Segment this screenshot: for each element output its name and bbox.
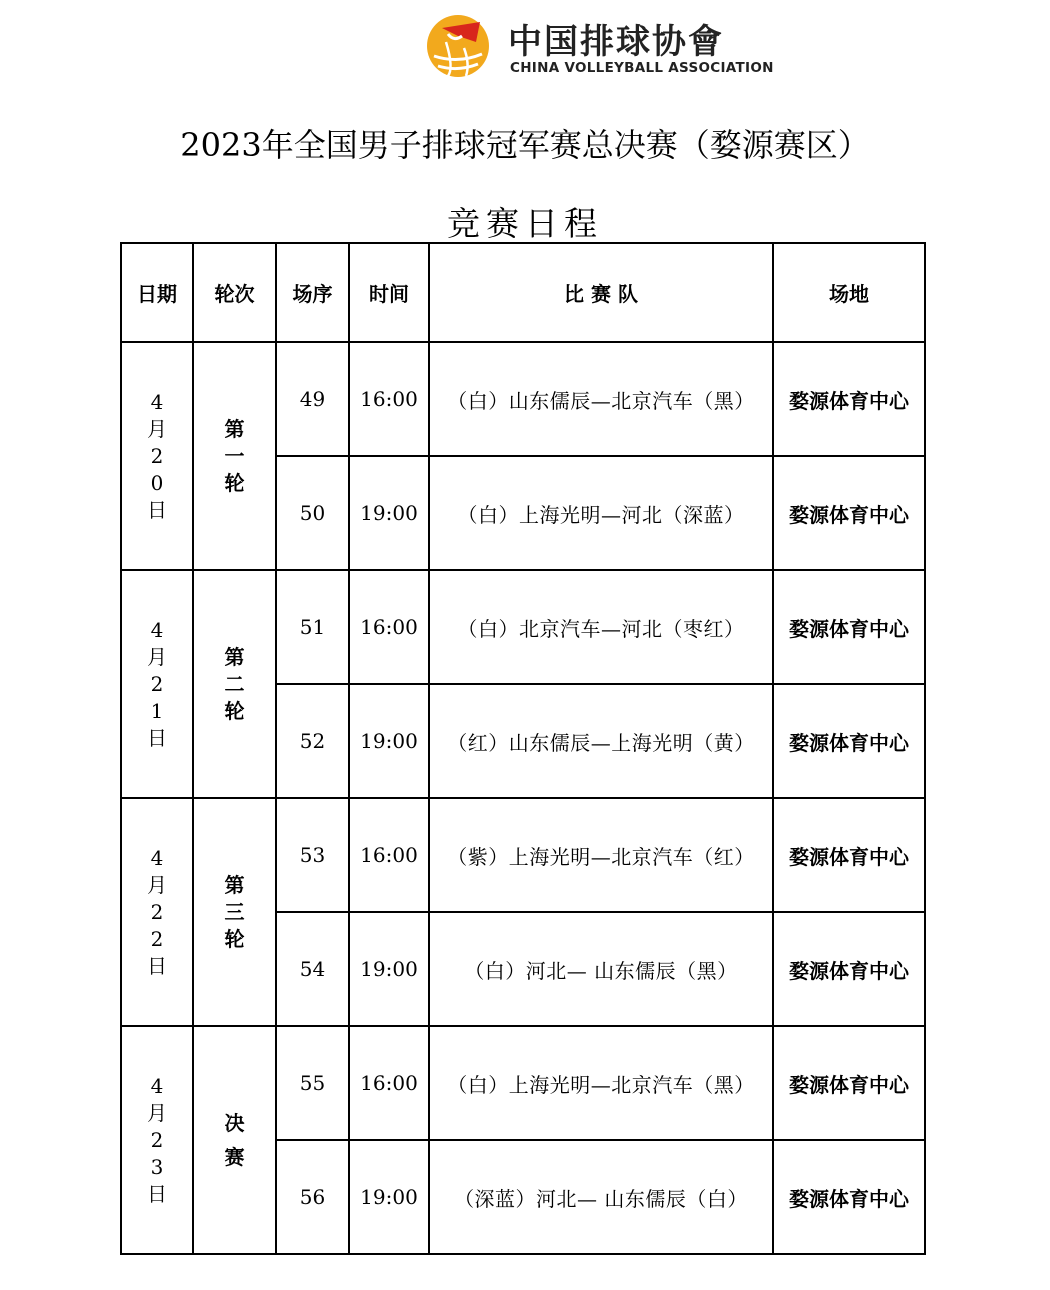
table-row: [121, 798, 925, 912]
match-time: 16:00: [349, 570, 429, 684]
match-no: 49: [276, 342, 349, 456]
header-venue: 场地: [773, 243, 925, 342]
cva-logo: [424, 8, 774, 82]
date-cell: [121, 342, 193, 570]
match-time: 16:00: [349, 342, 429, 456]
table-row: [121, 342, 925, 456]
date-cell: [121, 570, 193, 798]
match-venue: 婺源体育中心: [773, 456, 925, 570]
logo-english-name: CHINA VOLLEYBALL ASSOCIATION: [510, 60, 774, 76]
date-label: 4月22日: [147, 845, 167, 978]
match-teams: （紫）上海光明—北京汽车（红）: [429, 798, 773, 912]
date-label: 4月20日: [147, 389, 167, 522]
match-no: 53: [276, 798, 349, 912]
match-no: 56: [276, 1140, 349, 1254]
match-no: 50: [276, 456, 349, 570]
match-venue: 婺源体育中心: [773, 342, 925, 456]
match-venue: 婺源体育中心: [773, 684, 925, 798]
logo-chinese-name: 中国排球协會: [508, 22, 724, 62]
match-teams: （白）河北— 山东儒辰（黑）: [429, 912, 773, 1026]
date-label: 4月21日: [147, 617, 167, 750]
match-teams: （白）上海光明—河北（深蓝）: [429, 456, 773, 570]
round-label: 第二轮: [224, 644, 245, 723]
match-teams: （白）北京汽车—河北（枣红）: [429, 570, 773, 684]
match-time: 19:00: [349, 912, 429, 1026]
table-row: [121, 570, 925, 684]
match-time: 19:00: [349, 1140, 429, 1254]
match-venue: 婺源体育中心: [773, 1026, 925, 1140]
match-teams: （白）上海光明—北京汽车（黑）: [429, 1026, 773, 1140]
header-date: 日期: [121, 243, 193, 342]
match-venue: 婺源体育中心: [773, 798, 925, 912]
match-no: 51: [276, 570, 349, 684]
match-venue: 婺源体育中心: [773, 912, 925, 1026]
match-time: 19:00: [349, 684, 429, 798]
match-no: 54: [276, 912, 349, 1026]
round-cell: [193, 570, 276, 798]
schedule-table: [120, 242, 926, 1255]
match-venue: 婺源体育中心: [773, 1140, 925, 1254]
match-time: 16:00: [349, 1026, 429, 1140]
match-no: 52: [276, 684, 349, 798]
round-label: 第三轮: [224, 872, 245, 951]
date-cell: [121, 798, 193, 1026]
round-cell: [193, 342, 276, 570]
match-teams: （白）山东儒辰—北京汽车（黑）: [429, 342, 773, 456]
header-round: 轮次: [193, 243, 276, 342]
header-time: 时间: [349, 243, 429, 342]
date-cell: [121, 1026, 193, 1254]
match-no: 55: [276, 1026, 349, 1140]
match-teams: （红）山东儒辰—上海光明（黄）: [429, 684, 773, 798]
page-title: 2023年全国男子排球冠军赛总决赛（婺源赛区）: [180, 126, 870, 164]
table-header-row: [121, 243, 925, 342]
date-label: 4月23日: [147, 1073, 167, 1206]
volleyball-logo-icon: [424, 12, 492, 80]
header-match-no: 场序: [276, 243, 349, 342]
match-time: 16:00: [349, 798, 429, 912]
table-row: [121, 1026, 925, 1140]
page-subtitle: 竞赛日程: [447, 204, 603, 243]
match-time: 19:00: [349, 456, 429, 570]
match-teams: （深蓝）河北— 山东儒辰（白）: [429, 1140, 773, 1254]
header-teams: 比 赛 队: [429, 243, 773, 342]
round-label: 决赛: [224, 1111, 245, 1169]
match-venue: 婺源体育中心: [773, 570, 925, 684]
round-cell: [193, 1026, 276, 1254]
round-label: 第一轮: [224, 416, 245, 495]
round-cell: [193, 798, 276, 1026]
